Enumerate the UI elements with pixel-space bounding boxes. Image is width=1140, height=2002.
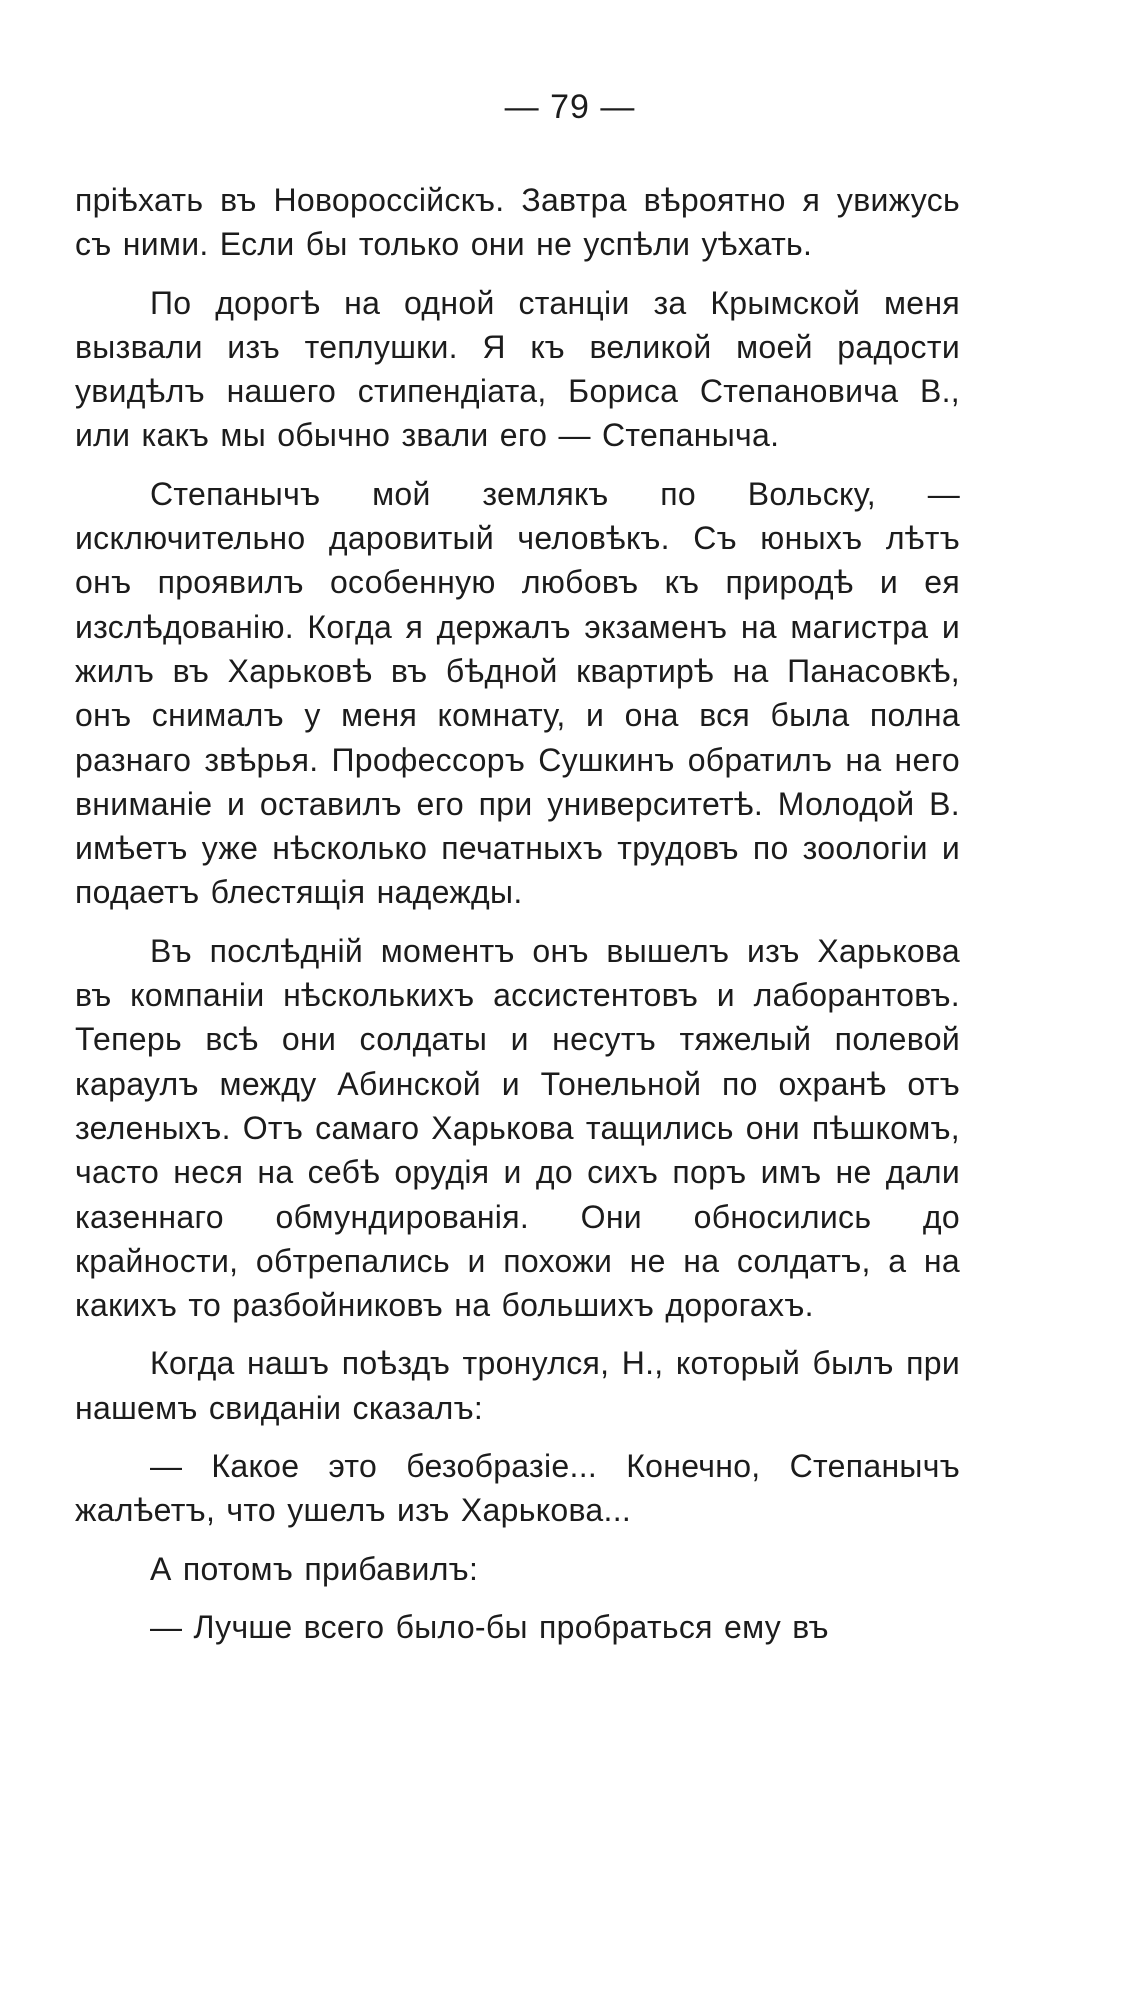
paragraph-1: пріѣхать въ Новороссійскъ. Завтра вѣроятно я увижусь съ ними. Если бы только они не успѣли уѣхать. [75,182,960,263]
paragraph-6: — Какое это безобразіе... Конечно, Степанычъ жалѣетъ, что ушелъ изъ Харькова... [75,1448,960,1529]
paragraph-5: Когда нашъ поѣздъ тронулся, Н., который былъ при нашемъ свиданіи сказалъ: [75,1345,960,1426]
body-text [75,178,960,1649]
paragraph-7: А потомъ прибавилъ: [150,1550,479,1587]
paragraph-8: — Лучше всего было-бы пробраться ему въ [150,1608,829,1645]
paragraph-4: Въ послѣдній моментъ онъ вышелъ изъ Харькова въ компаніи нѣсколькихъ ассистентовъ и лаборантовъ. Теперь всѣ они солдаты и несутъ тяжелый полевой караулъ между Абинской и Тонельной по охранѣ отъ зеленыхъ. Отъ самаго Харькова тащились они пѣшкомъ, часто неся на себѣ орудія и до сихъ поръ имъ не дали казеннаго обмундированія. Они обносились до крайности, обтрепались и похожи не на солдатъ, а на какихъ то разбойниковъ на большихъ дорогахъ. [75,932,960,1324]
paragraph-2: По дорогѣ на одной станціи за Крымской меня вызвали изъ теплушки. Я къ великой моей радости увидѣлъ нашего стипендіата, Бориса Степановича В., или какъ мы обычно звали его — Степаныча. [75,284,960,454]
page-number: — 79 — [504,88,636,126]
paragraph-3: Степанычъ мой землякъ по Вольску, — исключительно даровитый человѣкъ. Съ юныхъ лѣтъ онъ проявилъ особенную любовъ къ природѣ и ея изслѣдованію. Когда я держалъ экзаменъ на магистра и жилъ въ Харьковѣ въ бѣдной квартирѣ на Панасовкѣ, онъ снималъ у меня комнату, и она вся была полна разнаго звѣрья. Профессоръ Сушкинъ обратилъ на него вниманіе и оставилъ его при университетѣ. Молодой В. имѣетъ уже нѣсколько печатныхъ трудовъ по зоологіи и подаетъ блестящія надежды. [75,475,960,911]
